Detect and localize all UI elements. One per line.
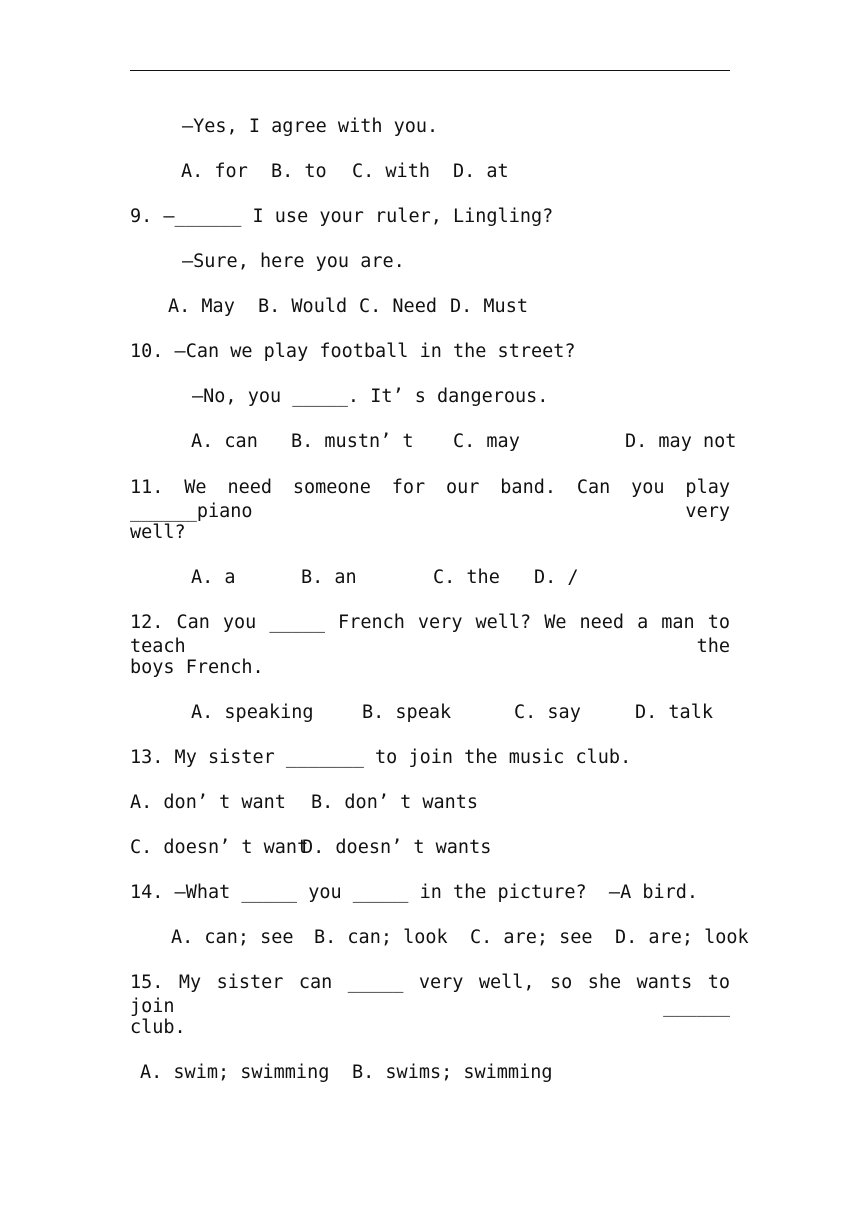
q11-option-b: B. an bbox=[301, 567, 357, 588]
q15-text: 15. My sister can _____ very well, so she wants to join ______ bbox=[130, 972, 730, 1017]
q10-reply: —No, you _____. It’ s dangerous. bbox=[192, 386, 549, 407]
q9-option-a: A. May bbox=[168, 296, 235, 317]
q12-text-cont: boys French. bbox=[130, 657, 264, 678]
q13-option-a: A. don’ t want bbox=[130, 792, 286, 813]
q15-option-b: B. swims; swimming bbox=[352, 1062, 553, 1083]
q11-option-c: C. the bbox=[433, 567, 500, 588]
q10-option-a: A. can bbox=[191, 431, 258, 452]
q14-option-a: A. can; see bbox=[171, 927, 294, 948]
q12-option-a: A. speaking bbox=[191, 702, 314, 723]
q12-option-b: B. speak bbox=[362, 702, 452, 723]
q10-option-d: D. may not bbox=[625, 431, 737, 452]
q8-reply: —Yes, I agree with you. bbox=[182, 116, 439, 137]
q14-option-b: B. can; look bbox=[314, 927, 448, 948]
q8-option-d: D. at bbox=[453, 161, 509, 182]
q9-option-c: C. Need bbox=[359, 296, 437, 317]
q11-text: 11. We need someone for our band. Can you play ______piano very bbox=[130, 477, 730, 522]
q10-option-c: C. may bbox=[453, 431, 520, 452]
q9-reply: —Sure, here you are. bbox=[182, 251, 405, 272]
q12-option-c: C. say bbox=[514, 702, 581, 723]
q14-option-c: C. are; see bbox=[470, 927, 593, 948]
q8-option-c: C. with bbox=[352, 161, 430, 182]
q14-option-d: D. are; look bbox=[615, 927, 749, 948]
q8-option-b: B. to bbox=[271, 161, 327, 182]
q13-option-b: B. don’ t wants bbox=[311, 792, 479, 813]
q13-text: 13. My sister _______ to join the music club. bbox=[130, 747, 632, 768]
q11-option-a: A. a bbox=[191, 567, 236, 588]
q9-option-d: D. Must bbox=[450, 296, 528, 317]
q12-text: 12. Can you _____ French very well? We need a man to teach the bbox=[130, 612, 730, 657]
q15-text-cont: club. bbox=[130, 1017, 186, 1038]
q8-option-a: A. for bbox=[181, 161, 248, 182]
q12-option-d: D. talk bbox=[635, 702, 713, 723]
q13-option-d: D. doesn’ t wants bbox=[302, 837, 492, 858]
q9-option-b: B. Would bbox=[258, 296, 348, 317]
q13-option-c: C. doesn’ t want bbox=[130, 837, 309, 858]
q11-option-d: D. / bbox=[534, 567, 579, 588]
q11-text-cont: well? bbox=[130, 522, 186, 543]
q10-text: 10. —Can we play football in the street? bbox=[130, 341, 576, 362]
q9-text: 9. —______ I use your ruler, Lingling? bbox=[130, 206, 554, 227]
header-rule bbox=[130, 70, 730, 71]
q14-text: 14. —What _____ you _____ in the picture? —A bird. bbox=[130, 882, 699, 903]
q10-option-b: B. mustn’ t bbox=[291, 431, 414, 452]
q15-option-a: A. swim; swimming bbox=[140, 1062, 330, 1083]
